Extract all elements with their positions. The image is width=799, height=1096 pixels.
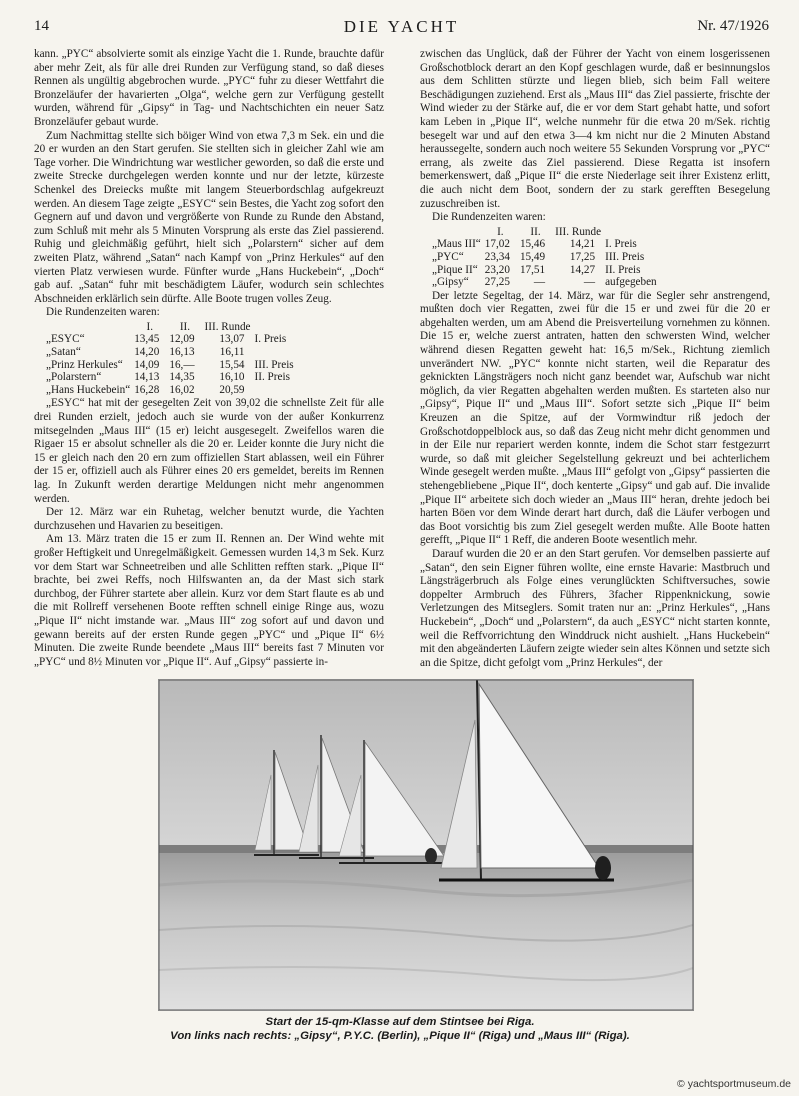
table-row: „Maus III“ 17,02 15,46 14,21 I. Preis: [432, 238, 637, 251]
paragraph: zwischen das Unglück, daß der Führer der Yacht von einem losgerissenen Großschotblock derart an den Kopf geschlagen wurde, daß er besinnungslos aus dem Schlitten stürzte und liegen blieb, sich beim Fall weitere Beschädigungen zuziehend. Erst als „Maus III“ das Ziel passierte, frischte der Wind wieder zu der Stärke auf, die er vor dem Start gehabt hatte, und sofort kam Leben in „Pique II“, welche nunmehr für die etwa 20 m/Sek. richtig besegelt war und auf den etwa 3—4 km nicht nur die 2 Minuten Abstand heraussegelte, sondern auch noch weitere 55 Sekunden Vorsprung vor „PYC“ errang, als zweite das Ziel passierend. Diese Regatta ist insofern bemerkenswert, daß „Pique II“ die erste Niederlage seit ihrer Existenz erlitt, die auch nicht dem Boot, sondern der zu stark gerefften Besegelung zuzuschreiben ist.: [420, 48, 770, 210]
caption-line: Start der 15-qm-Klasse auf dem Stintsee bei Riga.: [265, 1016, 535, 1028]
paragraph: Der 12. März war ein Ruhetag, welcher benutzt wurde, die Yachten durchzusehen und Havarien zu beseitigen.: [34, 506, 384, 532]
issue-number: Nr. 47/1926: [697, 18, 769, 34]
table-row: „Pique II“ 23,20 17,51 14,27 II. Preis: [432, 263, 641, 276]
left-column: [34, 48, 384, 669]
table-header-row: I. II. III. Runde: [146, 320, 251, 333]
paragraph: Am 13. März traten die 15 er zum II. Rennen an. Der Wind wehte mit großer Heftigkeit und Unregelmäßigkeit. Gemessen wurden 14,3 m Sek. Kurz vor dem Start war Schneetreiben und alle Schlitten refften stark. „Pique II“ brachte, bei zwei Reffs, noch Hilfswanten an, da der Mast sich stark durchbog, der Führer startete aber allein. Kurz vor dem Start flaute es ab und die mit Rollreff versehenen Boote refften schnell einige Ringe aus, wozu „Pique II“ nicht imstande war. „Maus III“ zog sofort auf und davon und gewann bereits auf der ersten Runde gegen „PYC“ und „Pique II“ 6½ Minuten. Die zweite Runde beendete „Maus III“ bereits fast 7 Minuten vor „PYC“ und 8½ Minuten vor „Pique II“. Auf „Gipsy“ passierte in-: [34, 533, 384, 668]
table-row: „PYC“ 23,34 15,49 17,25 III. Preis: [432, 250, 645, 263]
paragraph: „ESYC“ hat mit der gesegelten Zeit von 39,02 die schnellste Zeit für alle drei Runden erzielt, jedoch auch sie wurde von der außer Konkurrenz mitsegelnden „Maus III“ (15 er) leicht ausgesegelt. Zweifellos waren die Rigaer 15 er absolut schneller als die 20 er. Leider konnte die Jury nicht die 15 er gleich nach den 20 ern zum offiziellen Start ablassen, weil ein Führer der 15 er, offiziell auch als Führer eines 20 ers gemeldet, bereits im Rennen lag. In Zukunft werden derartige Meldungen nicht mehr angenommen werden.: [34, 397, 384, 505]
paragraph: Die Rundenzeiten waren:: [46, 306, 160, 319]
results-table-15er: [432, 226, 661, 289]
table-row: „Polarstern“ 14,13 14,35 16,10 II. Preis: [46, 371, 290, 384]
paragraph: Die Rundenzeiten waren:: [432, 211, 546, 224]
table-row: „Prinz Herkules“ 14,09 16,— 15,54 III. Preis: [46, 358, 294, 371]
iceboat-photo-illustration: [159, 680, 693, 1010]
paragraph: Zum Nachmittag stellte sich böiger Wind von etwa 7,3 m Sek. ein und die 20 er wurden an den Start gerufen. Sie stellten sich in gleicher Zahl wie am Tage vorher. Die Windrichtung war westlicher geworden, so daß die erste und zweite Strecke durchgelegen werden konnte und nur der letzte, kürzeste Schenkel des Dreiecks mußte mit langem Steuerbordschlag aufgekreuzt werden. An diesem Tage zeigte „ESYC“ sein Bestes, die Yacht zog sofort den Gegnern auf und davon und vergrößerte von Runde zu Runde den Abstand, zum Schluß mit mehr als 5 Minuten Vorsprung als erste das Ziel passierend. Ruhig und gleichmäßig geführt, hielt sich „Polarstern“ sicher auf dem zweiten Platz, während „Satan“ nach Kampf von „Prinz Herkules“ auf den vierten Platz verwiesen wurde. Fünfter wurde „Hans Huckebein“, „Doch“ gab auf. „Satan“ fuhr mit beschädigtem Läufer, wodurch sein schlechtes Abschneiden erklärlich sein dürfte. Alle Boote trugen volles Zeug.: [34, 129, 384, 305]
table-row: „Satan“ 14,20 16,13 16,11: [46, 346, 245, 359]
right-column: [420, 48, 770, 670]
paragraph: Der letzte Segeltag, der 14. März, war für die Segler sehr anstrengend, mußten doch vier Regatten, zwei für die 15 er und zwei für die 20 er abgehalten werden, um am Abend die Preisverteilung vornehmen zu können. Die 15 er, welche zuerst antraten, hatten den schwersten Wind, welcher während diesen Regatten geweht hat: 16,5 m/Sek., Richtung ziemlich unverändert NW. „PYC“ konnte nicht starten, weil die Reparatur des geknickten Längsträgers noch nicht ganz beendet war, Aufschub war nicht möglich, da vier Regatten abgehalten werden mußten. Es starteten also nur „Gipsy“, Pique II“ und „Maus III“. Sofort setzte sich „Pique II“ beim Kreuzen an die Spitze, auf der Vormwindtur riß jedoch der Großschotdoppelblock aus, so daß das Zeug nicht mehr dicht genommen und in der Eile nur repariert werden konnte, indem die Schot starr festgezurrt wurde, so daß mit gleicher Segelstellung gekreuzt und bei achterlichem Winde gesegelt werden mußte. „Maus III“ gefolgt von „Gipsy“ passierten die stehengebliebene „Pique II“, doch kenterte „Gipsy“ und gab auf. Die invalide „Pique II“ arbeitete sich doch wieder an „Maus III“ heran, drehte jedoch bei harten Böen vor dem Winde derart hart durch, daß die Läufer verbogen und das Boot vorsichtig bis zum Ziel gesegelt werden mußte. Alle Boote hatten gerefft, „Pique II“ 1 Reff, die anderen Boote wesentlich mehr.: [420, 289, 770, 547]
photo-caption: [80, 1015, 720, 1043]
table-header-row: I. II. III. Runde: [497, 225, 602, 238]
magazine-title: DIE YACHT: [343, 17, 460, 36]
table-row: „ESYC“ 13,45 12,09 13,07 I. Preis: [46, 333, 287, 346]
paragraph: Darauf wurden die 20 er an den Start gerufen. Vor demselben passierte auf „Satan“, den sein Eigner führen wollte, eine ernste Havarie: Mastbruch und Längsträgerbruch als Folge eines verunglückten Schiftversuches, sowie doppelter Armbruch des Führers, 3facher Rippenknickung, sowie Verletzungen des Mitseglers. Somit traten nur an: „Prinz Herkules“, „Hans Huckebein“, „Doch“ und „Polarstern“, da auch „ESYC“ nicht starten konnte, weil die Reffvorrichtung den Winddruck nicht aushielt. „Hans Huckebein“ mit den abgeänderten Läufern zeigte wieder sein altes Können und setzte sich an die Spitze, dicht gefolgt vom „Prinz Herkules“, der: [420, 547, 770, 669]
table-row: „Gipsy“ 27,25 — — aufgegeben: [432, 276, 657, 289]
table-row: „Hans Huckebein“ 16,28 16,02 20,59: [46, 383, 245, 396]
page-number: 14: [34, 18, 49, 34]
iceboat-photo: [158, 679, 694, 1011]
caption-line: Von links nach rechts: „Gipsy“, P.Y.C. (Berlin), „Pique II“ (Riga) und „Maus III“ (Riga).: [170, 1030, 630, 1042]
paragraph: kann. „PYC“ absolvierte somit als einzige Yacht die 1. Runde, brauchte dafür aber mehr Zeit, als für alle drei Runden zur Verfügung stand, so daß dieses Rennen als ungültig abgebrochen wurde. „PYC“ fuhr zu dieser Wettfahrt die Bronzeläufer der havarierten „Olga“, welche gern zur Verfügung gestellt wurden, während für „Gipsy“ in Tag- und Nachtschichten ein neuer Satz Bronzeläufer gebaut wurde.: [34, 48, 384, 128]
page-header: [34, 18, 769, 38]
watermark: © yachtsportmuseum.de: [677, 1078, 791, 1090]
results-table-20er: [46, 321, 298, 397]
